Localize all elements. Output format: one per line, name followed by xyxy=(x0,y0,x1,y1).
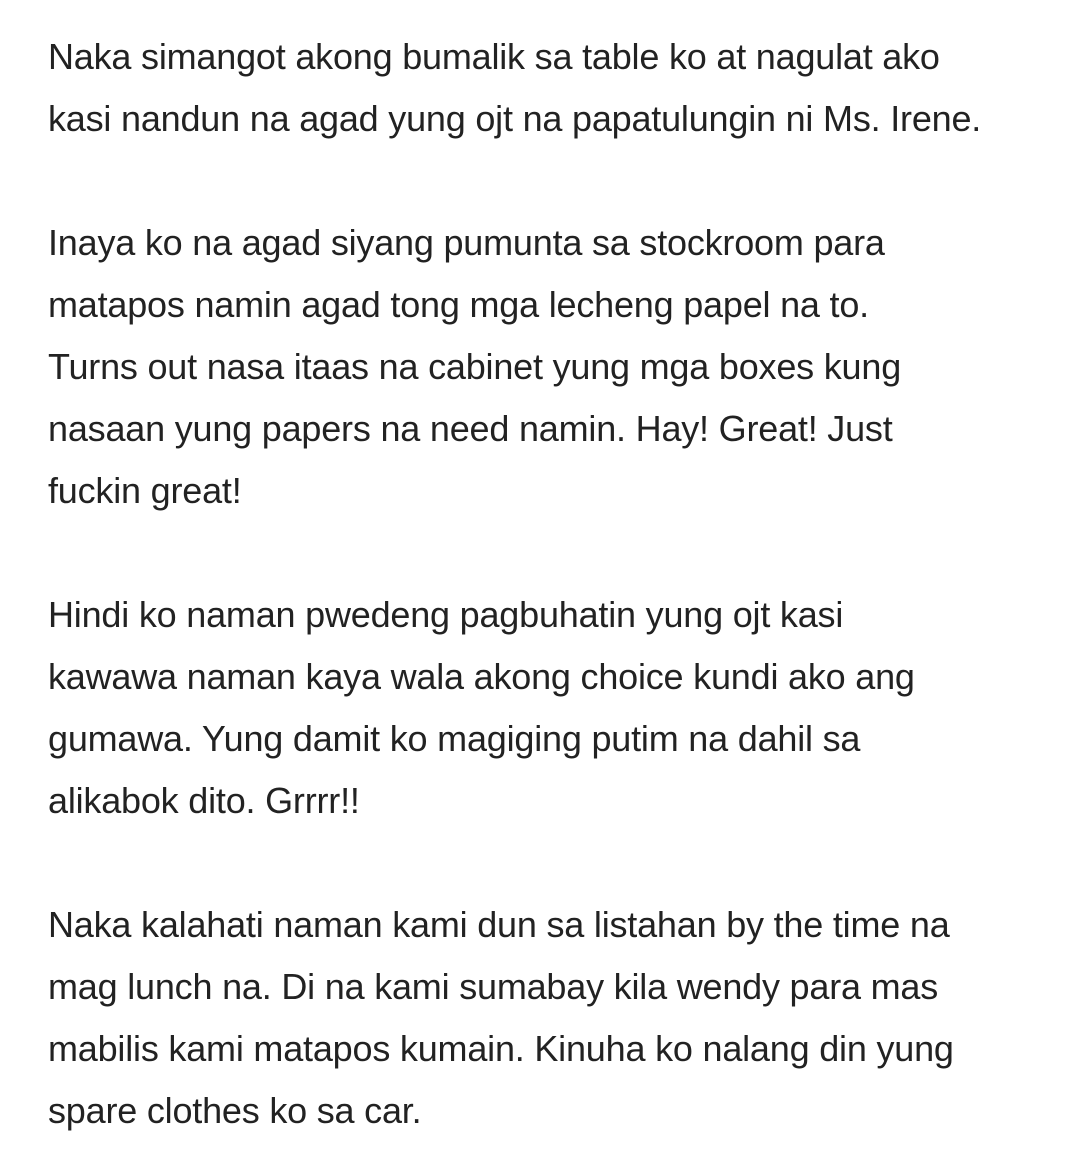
text-line: Inaya ko na agad siyang pumunta sa stockroom para xyxy=(48,222,885,263)
text-line: Hindi ko naman pwedeng pagbuhatin yung ojt kasi xyxy=(48,594,844,635)
text-line: mag lunch na. Di na kami sumabay kila wendy para mas xyxy=(48,966,939,1007)
text-line: nasaan yung papers na need namin. Hay! Great! Just xyxy=(48,408,893,449)
text-line: Turns out nasa itaas na cabinet yung mga boxes kung xyxy=(48,346,902,387)
text-line: kawawa naman kaya wala akong choice kundi ako ang xyxy=(48,656,915,697)
text-line: matapos namin agad tong mga lecheng papel na to. xyxy=(48,284,869,325)
text-line: Naka simangot akong bumalik sa table ko at nagulat ako xyxy=(48,36,940,77)
text-line: kasi nandun na agad yung ojt na papatulungin ni Ms. Irene. xyxy=(48,98,982,139)
paragraph-1 xyxy=(48,26,1058,150)
text-line: alikabok dito. Grrrr!! xyxy=(48,780,360,821)
text-line: mabilis kami matapos kumain. Kinuha ko nalang din yung xyxy=(48,1028,954,1069)
paragraph-2 xyxy=(48,212,1058,522)
story-text xyxy=(48,26,1058,1142)
text-line: spare clothes ko sa car. xyxy=(48,1090,422,1131)
text-line: gumawa. Yung damit ko magiging putim na dahil sa xyxy=(48,718,861,759)
paragraph-4 xyxy=(48,894,1058,1142)
text-line: fuckin great! xyxy=(48,470,242,511)
paragraph-3 xyxy=(48,584,1058,832)
text-line: Naka kalahati naman kami dun sa listahan by the time na xyxy=(48,904,950,945)
